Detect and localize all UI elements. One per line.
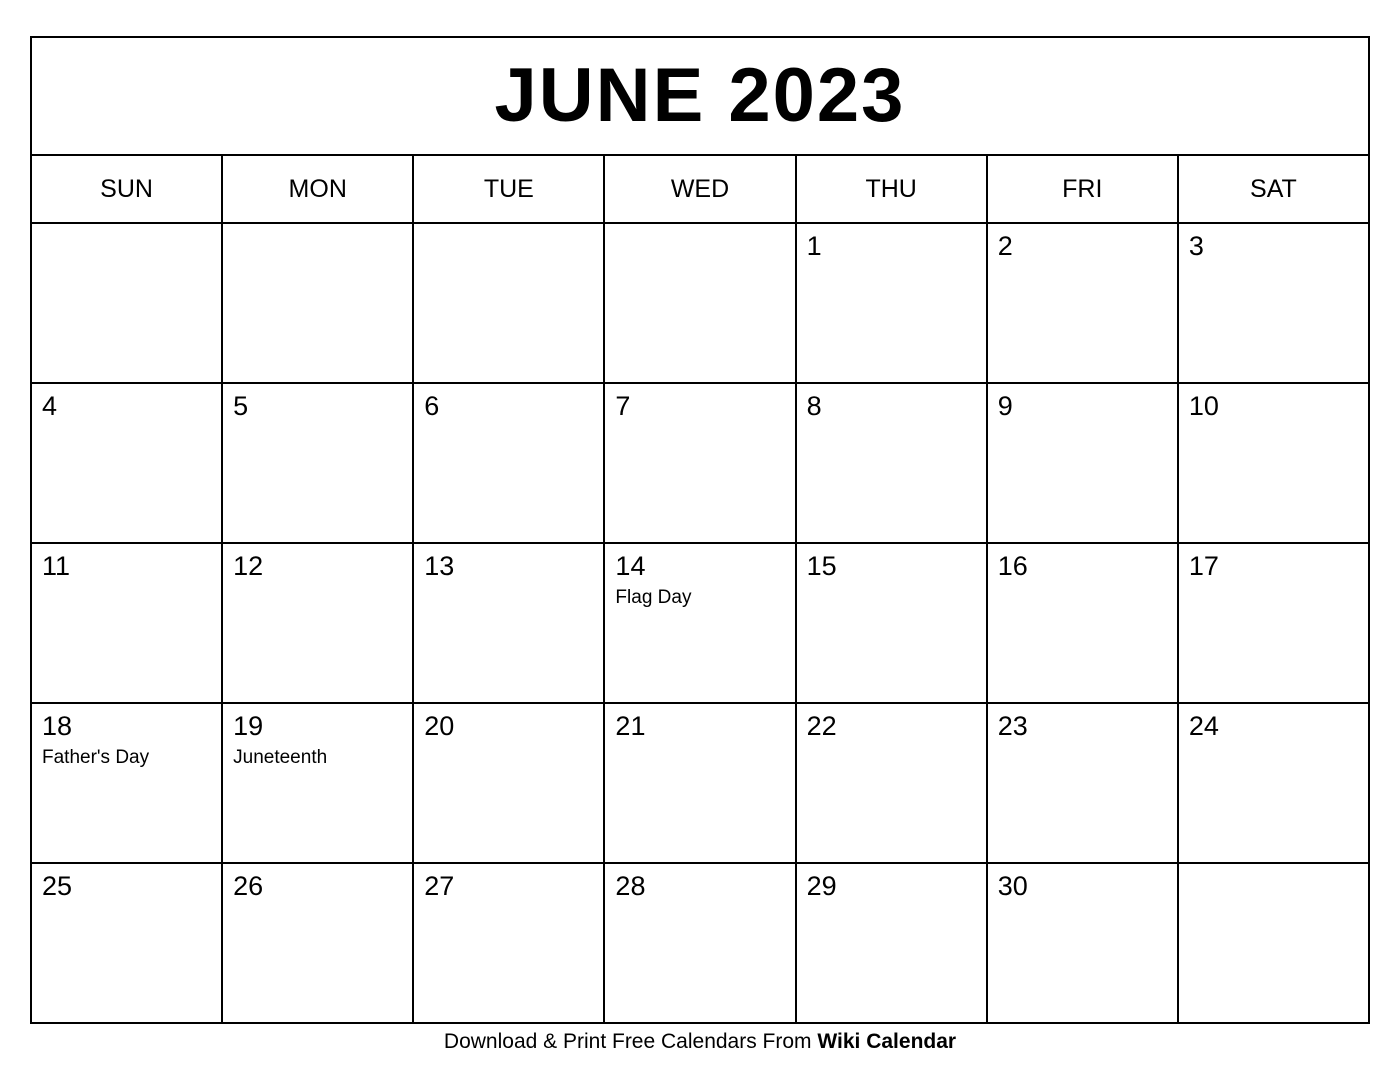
day-cell[interactable]: [988, 224, 1179, 382]
day-cell[interactable]: [1179, 384, 1368, 542]
day-cell[interactable]: [32, 384, 223, 542]
day-cell[interactable]: [988, 864, 1179, 1022]
day-cell[interactable]: [605, 224, 796, 382]
day-number: 11: [42, 551, 71, 581]
day-number: 5: [233, 391, 249, 421]
day-cell[interactable]: [1179, 544, 1368, 702]
day-cell[interactable]: [605, 864, 796, 1022]
day-number: 9: [997, 391, 1013, 421]
day-cell[interactable]: [605, 704, 796, 862]
day-number: 16: [997, 551, 1028, 581]
day-number: 7: [615, 391, 631, 421]
footer-brand[interactable]: Wiki Calendar: [817, 1030, 957, 1053]
day-cell[interactable]: [797, 704, 988, 862]
day-number: 12: [233, 551, 264, 581]
day-number: 14: [615, 551, 646, 581]
day-number: 24: [1188, 711, 1219, 741]
day-number: 19: [233, 711, 264, 741]
day-number: 13: [424, 551, 455, 581]
weekday-header-sat: SAT: [1250, 174, 1297, 203]
day-number: 25: [42, 871, 73, 901]
week-row: [32, 384, 1368, 544]
day-number: 8: [806, 391, 822, 421]
day-cell[interactable]: [797, 384, 988, 542]
day-number: 10: [1188, 391, 1219, 421]
day-cell[interactable]: [414, 864, 605, 1022]
day-number: 18: [42, 711, 73, 741]
day-number: 3: [1188, 231, 1204, 261]
weekday-header-sun: SUN: [32, 156, 223, 222]
day-number: 26: [233, 871, 264, 901]
page-title: JUNE 2023: [494, 53, 906, 138]
footer-credit: [0, 1030, 1400, 1054]
day-cell[interactable]: [32, 224, 223, 382]
day-cell[interactable]: [1179, 224, 1368, 382]
weekday-header-wed: WED: [605, 156, 796, 222]
day-event: Juneteenth: [233, 747, 328, 769]
day-cell[interactable]: [223, 864, 414, 1022]
weekday-header-row: [32, 156, 1368, 224]
weekday-header-thu: THU: [797, 156, 988, 222]
day-number: 1: [806, 231, 822, 261]
day-cell[interactable]: [1179, 864, 1368, 1022]
day-number: 28: [615, 871, 646, 901]
day-number: 27: [424, 871, 455, 901]
day-number: 17: [1188, 551, 1219, 581]
day-cell[interactable]: [988, 384, 1179, 542]
day-cell[interactable]: [223, 704, 414, 862]
calendar-title-bar: [32, 38, 1368, 156]
weekday-header-mon: MON: [223, 156, 414, 222]
day-cell[interactable]: [797, 544, 988, 702]
day-cell[interactable]: [414, 704, 605, 862]
day-number: 4: [42, 391, 58, 421]
day-cell[interactable]: [1179, 704, 1368, 862]
day-number: 23: [997, 711, 1028, 741]
day-cell[interactable]: [988, 544, 1179, 702]
day-cell[interactable]: [414, 544, 605, 702]
week-row: [32, 224, 1368, 384]
calendar-weeks: [32, 224, 1368, 1022]
day-number: 22: [806, 711, 837, 741]
day-number: 20: [424, 711, 455, 741]
day-number: 29: [806, 871, 837, 901]
day-event: Father's Day: [42, 747, 150, 769]
day-cell[interactable]: [797, 224, 988, 382]
day-number: 6: [424, 391, 440, 421]
day-cell[interactable]: [414, 224, 605, 382]
day-number: 15: [806, 551, 837, 581]
calendar-grid: [30, 36, 1370, 1024]
day-cell[interactable]: [797, 864, 988, 1022]
day-cell[interactable]: [32, 704, 223, 862]
weekday-header-fri: FRI: [988, 156, 1179, 222]
week-row: [32, 864, 1368, 1022]
day-cell[interactable]: [32, 864, 223, 1022]
day-cell[interactable]: [32, 544, 223, 702]
day-cell[interactable]: [414, 384, 605, 542]
day-event: Flag Day: [615, 587, 692, 609]
day-number: 2: [997, 231, 1013, 261]
week-row: [32, 544, 1368, 704]
day-number: 30: [997, 871, 1028, 901]
weekday-header-tue: TUE: [414, 156, 605, 222]
day-number: 21: [615, 711, 646, 741]
day-cell[interactable]: [605, 384, 796, 542]
week-row: [32, 704, 1368, 864]
footer-text: Download & Print Free Calendars From: [443, 1030, 818, 1053]
day-cell[interactable]: [223, 544, 414, 702]
day-cell[interactable]: [988, 704, 1179, 862]
day-cell[interactable]: [605, 544, 796, 702]
day-cell[interactable]: [223, 224, 414, 382]
day-cell[interactable]: [223, 384, 414, 542]
